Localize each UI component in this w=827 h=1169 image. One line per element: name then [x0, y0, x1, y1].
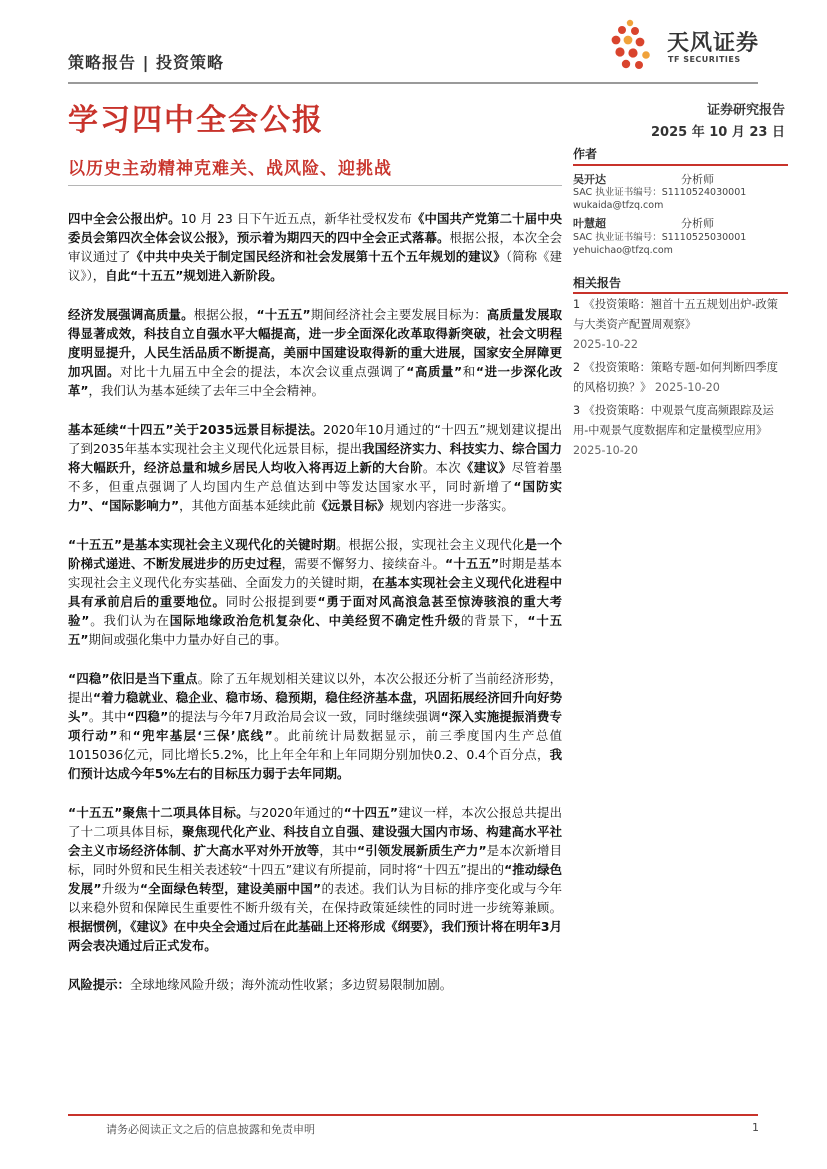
footer-disclaimer[interactable]: 请务必阅读正文之后的信息披露和免责申明	[106, 1123, 315, 1136]
body-text: 。除了五年规划相关建议以外，本次公报还分析了当前经济形势，提出	[68, 671, 563, 705]
emphasis-text: 《建议》	[460, 460, 512, 475]
subtitle-divider	[68, 185, 562, 186]
emphasis-text: 我国经济实力、科技实力、综合国力将大幅跃升，经济总量和城乡居民人均收入将再迈上新的大台阶	[68, 441, 562, 475]
emphasis-text: “着力稳就业、稳企业、稳市场、稳预期，稳住经济基本盘，巩固拓展经济回升向好势头”	[68, 690, 562, 724]
author-cert: SAC 执业证书编号：S1110524030001	[573, 187, 747, 198]
body-text: 的提法与今年7月政治局会议一致，同时继续强调	[168, 709, 441, 724]
body-text: 和	[117, 728, 133, 743]
body-text: 。我们认为在	[89, 613, 170, 628]
emphasis-text: “十五五”聚焦十二项具体目标。	[68, 805, 249, 820]
emphasis-text: 根据惯例，《建议》在中央全会通过后在此基础上还将形成《纲要》，我们预计将在明年3月两会表决通过后正式发布。	[68, 919, 562, 953]
body-paragraph	[68, 803, 562, 955]
related-divider	[573, 292, 788, 294]
emphasis-text: “勇于面对风高浪急甚至惊涛骇浪的重大考验”	[68, 594, 562, 628]
author-email[interactable]: yehuichao@tfzq.com	[573, 245, 673, 256]
body-text: 和	[462, 364, 476, 379]
authors-heading: 作者	[573, 147, 598, 161]
body-text: 升级为	[101, 881, 140, 896]
emphasis-text: “四稳”依旧是当下重点	[68, 671, 198, 686]
body-text: 根据公报，本次全会审议通过了	[68, 230, 562, 264]
emphasis-text: 《中共中央关于制定国民经济和社会发展第十五个五年规划的建议》	[130, 249, 506, 264]
emphasis-text: 经济发展强调高质量。	[68, 307, 194, 322]
body-paragraph	[68, 669, 562, 783]
body-paragraph	[68, 420, 562, 515]
logo-name-cn: 天风证券	[667, 31, 760, 56]
related-report-date: 2025-10-22	[573, 338, 639, 351]
risk-warning	[68, 975, 562, 994]
emphasis-text: 自此“十五五”规划进入新阶段。	[105, 268, 283, 283]
emphasis-text: 《中国共产党第二十届中央委员会第四次全体会议公报》，预示着为期四天的四中全会正式落幕。	[68, 211, 563, 245]
body-text: 。其中	[88, 709, 127, 724]
emphasis-text: “兜牢基层‘三保’底线”	[132, 728, 273, 743]
emphasis-text: “高质量”	[406, 364, 463, 379]
related-reports-heading: 相关报告	[573, 276, 622, 290]
emphasis-text: 高质量发展取得显著成效，科技自立自强水平大幅提高，进一步全面深化改革取得新突破，社会文明程度明显提升，人民生活品质不断提高，美丽中国建设取得新的重大进展，国家安全屏障更加巩固。	[68, 307, 563, 379]
footer-divider	[68, 1114, 758, 1116]
related-report-date: 2025-10-20	[654, 381, 720, 394]
emphasis-text: “十四五”	[343, 805, 398, 820]
related-reports-list	[573, 295, 788, 464]
emphasis-text: “引领发展新质生产力”	[357, 843, 487, 858]
body-text: 10 月 23 日下午近五点，新华社受权发布	[180, 211, 412, 226]
emphasis-text: 《远景目标》	[315, 498, 390, 513]
emphasis-text: 我们预计达成今年5%左右的目标压力弱于去年同期。	[68, 747, 562, 781]
body-text: 期间或强化集中力量办好自己的事。	[88, 632, 287, 647]
body-text: ，需要不懈努力、接续奋斗。	[281, 556, 446, 571]
emphasis-text: “进一步深化改革”	[68, 364, 563, 398]
emphasis-text: “十五五”	[256, 307, 311, 322]
risk-label: 风险提示：	[68, 977, 130, 992]
emphasis-text: 在基本实现社会主义现代化进程中具有承前启后的重要地位。	[68, 575, 563, 609]
logo-name-en: TF SECURITIES	[668, 55, 741, 64]
body-text: 根据公报，	[193, 307, 257, 322]
body-text: 建议一样，本次公报总共提出了十二项具体目标，	[68, 805, 562, 839]
emphasis-text: 基本延续“十四五”关于2035远景目标提法。	[68, 422, 324, 437]
report-date: 2025 年 10 月 23 日	[651, 125, 785, 140]
emphasis-text: “四稳”	[126, 709, 169, 724]
body-text: 。此前统计局数据显示，前三季度国内生产总值1015036亿元，同比增长5.2%，比上年全年和上年同期分别加快0.2、0.4个百分点，	[68, 728, 563, 762]
related-report-item[interactable]	[573, 401, 788, 461]
emphasis-text: “深入实施提振消费专项行动”	[68, 709, 563, 743]
body-text: 同时公报提到要	[225, 594, 318, 609]
related-report-date: 2025-10-20	[573, 444, 639, 457]
body-text: 。根据公报，实现社会主义现代化	[335, 537, 525, 552]
body-text: 的背景下，	[461, 613, 528, 628]
body-text: 。本次	[422, 460, 461, 475]
emphasis-text: “十五五”	[68, 613, 562, 647]
report-type: 证券研究报告	[706, 103, 785, 118]
page-subtitle: 以历史主动精神克难关、战风险、迎挑战	[68, 159, 392, 179]
related-report-title: 3 《投资策略：中观景气度高频跟踪及运用-中观景气度数据库和定量模型应用》	[573, 404, 774, 437]
related-report-title: 1 《投资策略：翘首十五五规划出炉-政策与大类资产配置周观察》	[573, 298, 778, 331]
body-paragraph	[68, 535, 562, 649]
body-text: 规划内容进一步落实。	[389, 498, 514, 513]
risk-text: 全球地缘风险升级；海外流动性收紧；多边贸易限制加剧。	[129, 977, 453, 992]
body-text: 对比十九届五中全会的提法，本次会议重点强调了	[120, 364, 407, 379]
body-text: ，其他方面基本延续此前	[179, 498, 316, 513]
body-text: 期间经济社会主要发展目标为：	[310, 307, 487, 322]
page-number: 1	[752, 1121, 759, 1134]
author-role: 分析师	[681, 173, 714, 186]
body-text: 的表述。我们认为目标的排序变化或与今年以来稳外贸和保障民生重要性不断升级有关，在保持政策延续性的同时进一步统筹兼顾。	[68, 881, 562, 915]
body-paragraph	[68, 209, 562, 285]
body-text: ，我们认为基本延续了去年三中全会精神。	[88, 383, 324, 398]
body-text: （简称《建议》），	[68, 249, 563, 283]
emphasis-text: “十五五”	[445, 556, 500, 571]
report-category: 策略报告 | 投资策略	[68, 53, 224, 72]
emphasis-text: 聚焦现代化产业、科技自立自强、建设强大国内市场、构建高水平社会主义市场经济体制、扩大高水平对外开放等	[68, 824, 563, 858]
header-divider	[68, 82, 758, 84]
body-text: 与2020年通过的	[248, 805, 344, 820]
related-report-item[interactable]	[573, 295, 788, 355]
emphasis-text: “全面绿色转型，建设美丽中国”	[139, 881, 322, 896]
emphasis-text: 四中全会公报出炉。	[68, 211, 181, 226]
author-name: 吴开达	[573, 173, 606, 186]
emphasis-text: “推动绿色发展”	[68, 862, 562, 896]
emphasis-text: “十五五”是基本实现社会主义现代化的关键时期	[68, 537, 336, 552]
emphasis-text: 是一个阶梯式递进、不断发展进步的历史过程	[68, 537, 562, 571]
body-text: 2020年10月通过的“十四五”规划建议提出了到2035年基本实现社会主义现代化远景目标，提出	[68, 422, 563, 456]
page-title: 学习四中全会公报	[68, 103, 324, 138]
body-text: 时期是基本实现社会主义现代化夯实基础、全面发力的关键时期，	[68, 556, 563, 590]
author-name: 叶慧超	[573, 217, 606, 230]
author-cert: SAC 执业证书编号：S1110525030001	[573, 232, 747, 243]
authors-divider	[573, 164, 788, 166]
author-email[interactable]: wukaida@tfzq.com	[573, 200, 664, 211]
related-report-item[interactable]	[573, 358, 788, 398]
logo-mark-icon	[612, 20, 650, 69]
body-paragraph	[68, 305, 562, 400]
body-text: 是本次新增目标，同时外贸和民生相关表述较“十四五”建议有所提前，同时将“十四五”提出的	[68, 843, 563, 877]
related-report-title: 2 《投资策略：策略专题-如何判断四季度的风格切换？》	[573, 361, 778, 394]
emphasis-text: 国际地缘政治危机复杂化、中美经贸不确定性升级	[169, 613, 462, 628]
emphasis-text: “国防实力”、“国际影响力”	[68, 479, 562, 513]
body-text: ，其中	[319, 843, 358, 858]
report-body	[68, 209, 562, 1014]
author-role: 分析师	[681, 217, 714, 230]
body-text: 尽管着墨不多，但重点强调了人均国内生产总值达到中等发达国家水平，同时新增了	[68, 460, 563, 494]
